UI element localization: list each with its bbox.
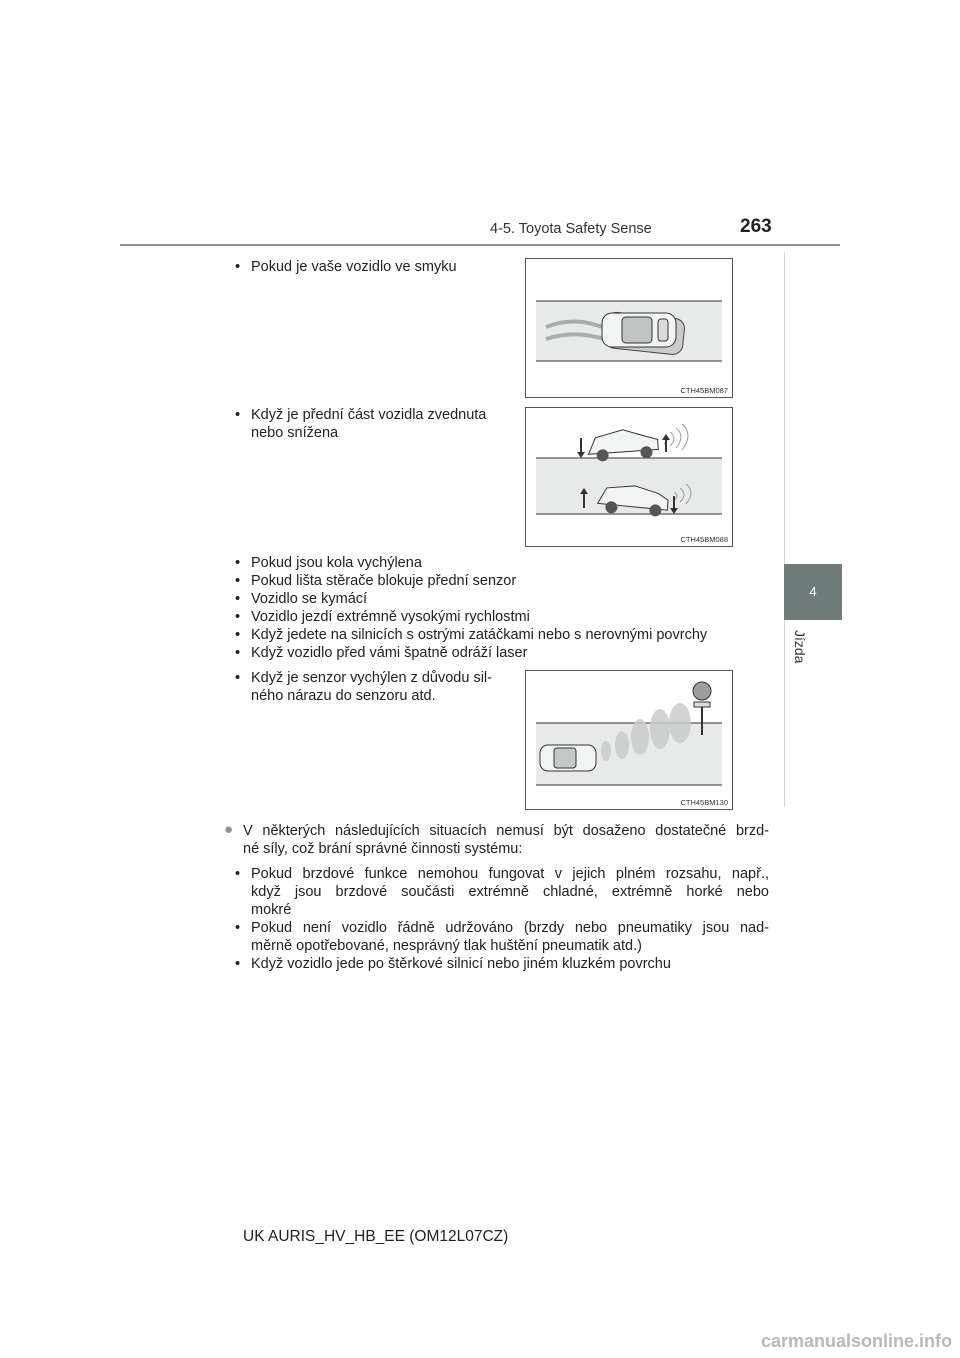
- figure-code: CTH45BM130: [680, 798, 728, 807]
- figure-pitch: [525, 407, 733, 547]
- list-item: • Vozidlo jezdí extrémně vysokými rychlostmi: [235, 609, 530, 625]
- list-item: • Když vozidlo před vámi špatně odráží laser: [235, 645, 528, 661]
- list-item: • Pokud brzdové funkce nemohou fungovat v jejich plném rozsahu, např., když jsou brzdové součásti extrémně chladné, extrémně horké nebo mokré: [235, 866, 769, 918]
- figure-sensor: [525, 670, 733, 810]
- list-item: • Když je senzor vychýlen z důvodu sil- ného nárazu do senzoru atd.: [235, 670, 492, 704]
- list-item: • Pokud jsou kola vychýlena: [235, 555, 422, 571]
- side-divider: [784, 252, 785, 807]
- figure-skid: [525, 258, 733, 398]
- page-number: 263: [740, 216, 772, 237]
- list-item: • Pokud je vaše vozidlo ve smyku: [235, 259, 457, 275]
- section-title: 4-5. Toyota Safety Sense: [490, 221, 652, 237]
- list-item: • Když je přední část vozidla zvednuta nebo snížena: [235, 407, 487, 441]
- chapter-label: Jízda: [792, 630, 808, 664]
- model-footer: UK AURIS_HV_HB_EE (OM12L07CZ): [243, 1228, 509, 1245]
- figure-code: CTH45BM088: [680, 535, 728, 544]
- list-item: • Pokud lišta stěrače blokuje přední senzor: [235, 573, 517, 589]
- sensor-illustration: [526, 671, 732, 809]
- condition-list: [235, 554, 775, 666]
- list-item: • Pokud není vozidlo řádně udržováno (brzdy nebo pneumatiky jsou nad- měrně opotřebované, nesprávný tlak huštění pneumatik atd.): [235, 920, 769, 954]
- watermark: carmanualsonline.info: [760, 1331, 952, 1351]
- header-divider: [120, 244, 840, 246]
- chapter-tab[interactable]: 4: [784, 564, 842, 620]
- brake-section: ● V některých následujících situacích nemusí být dosaženo dostatečné brzd- né síly, což brání správné činnosti systému: • Pokud brzdové funkce nemohou fungovat v jejich plném rozsahu, např., když jsou brzdové součásti extrémně chladné, extrémně horké nebo mokré • Pokud není vozidlo řádně udržováno (brzdy nebo pneumatiky jsou nad- měrně opotřebované, nesprávný tlak huštění pneumatik atd.) • Když vozidlo jede po štěrkové silnicí nebo jiném kluzkém povrchu: [224, 821, 769, 972]
- pitch-illustration: [526, 408, 732, 546]
- figure-code: CTH45BM087: [680, 386, 728, 395]
- circle-bullet-icon: ●: [224, 821, 234, 838]
- list-item: • Když jedete na silnicích s ostrými zatáčkami nebo s nerovnými povrchy: [235, 627, 708, 643]
- skid-illustration: [526, 259, 732, 397]
- list-item: • Vozidlo se kymácí: [235, 591, 368, 607]
- list-item: • Když vozidlo jede po štěrkové silnicí nebo jiném kluzkém povrchu: [235, 956, 671, 972]
